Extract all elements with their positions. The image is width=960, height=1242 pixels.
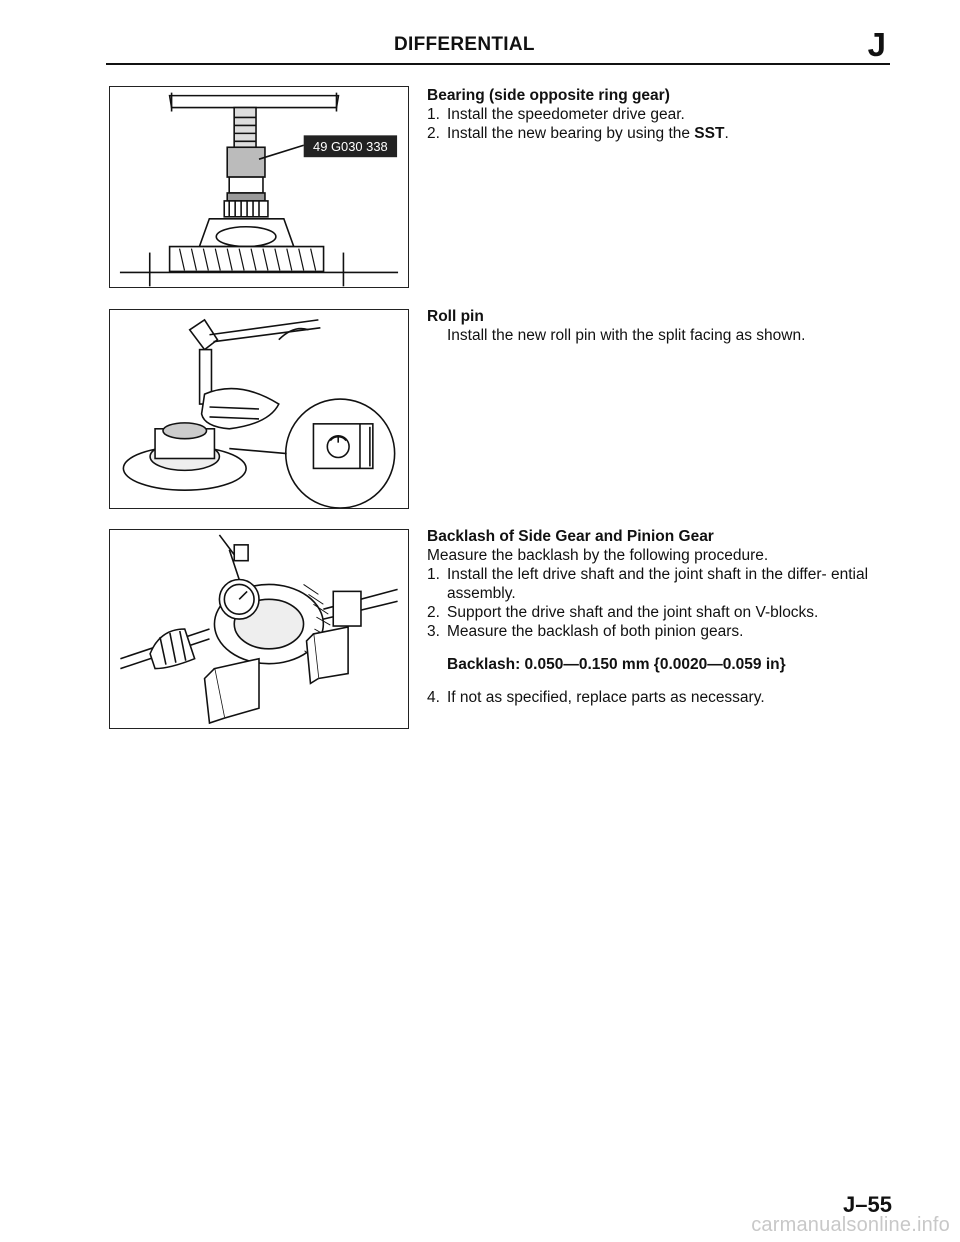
backlash-final-step bbox=[427, 688, 897, 707]
backlash-steps bbox=[427, 565, 897, 641]
watermark: carmanualsonline.info bbox=[751, 1214, 950, 1236]
list-item: 4. If not as specified, replace parts as necessary. bbox=[427, 689, 765, 706]
sst-term: SST bbox=[694, 125, 725, 142]
list-item: 1. Install the left drive shaft and the joint shaft in the differ- ential assembly. bbox=[427, 566, 869, 602]
page-header bbox=[106, 28, 890, 66]
section-backlash bbox=[427, 527, 897, 707]
header-rule bbox=[106, 63, 890, 65]
backlash-measurement-illustration bbox=[110, 530, 408, 728]
figure-backlash-measurement bbox=[109, 529, 409, 729]
roll-pin-illustration bbox=[110, 310, 408, 508]
list-item: 3. Measure the backlash of both pinion gears. bbox=[427, 623, 744, 640]
section-bearing bbox=[427, 86, 897, 143]
roll-pin-text: Install the new roll pin with the split facing as shown. bbox=[447, 327, 806, 344]
page-number: J–55 bbox=[843, 1192, 892, 1217]
roll-pin-heading: Roll pin bbox=[427, 308, 484, 325]
backlash-intro: Measure the backlash by the following procedure. bbox=[427, 547, 769, 564]
figure-bearing-installation bbox=[109, 86, 409, 288]
backlash-heading: Backlash of Side Gear and Pinion Gear bbox=[427, 528, 714, 545]
bearing-heading: Bearing (side opposite ring gear) bbox=[427, 87, 670, 104]
backlash-spec: Backlash: 0.050—0.150 mm {0.0020—0.059 in} bbox=[447, 656, 786, 673]
section-roll-pin bbox=[427, 307, 897, 345]
bearing-press-illustration bbox=[110, 87, 408, 287]
page-title: DIFFERENTIAL bbox=[394, 34, 535, 55]
list-item: 1. Install the speedometer drive gear. bbox=[427, 106, 685, 123]
figure-roll-pin bbox=[109, 309, 409, 509]
list-item: 2. Install the new bearing by using the SST. bbox=[427, 125, 729, 142]
sst-tool-label: 49 G030 338 bbox=[313, 139, 388, 155]
bearing-steps bbox=[427, 105, 897, 143]
list-item: 2. Support the drive shaft and the joint shaft on V-blocks. bbox=[427, 604, 819, 621]
section-letter: J bbox=[867, 26, 886, 63]
